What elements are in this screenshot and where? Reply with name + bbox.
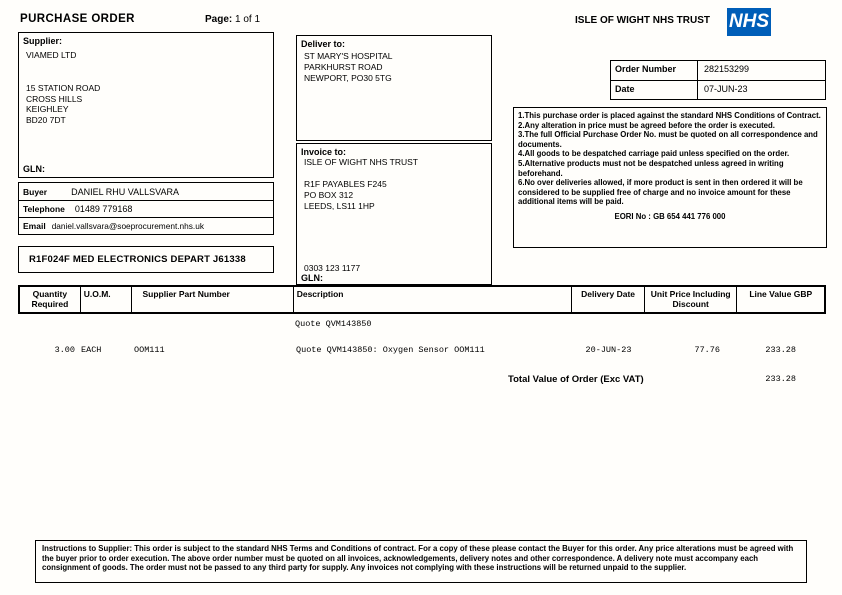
order-total-value: 233.28 <box>765 374 796 384</box>
item-quantity: 3.00 <box>54 345 75 355</box>
telephone-label: Telephone <box>23 204 65 214</box>
order-number-row <box>611 61 825 80</box>
order-total-label: Total Value of Order (Exc VAT) <box>508 374 644 385</box>
condition-item: 5.Alternative products must not be despatched unless agreed in writing beforehand. <box>518 158 784 178</box>
email-value: daniel.vallsvara@soeprocurement.nhs.uk <box>51 221 205 231</box>
telephone-row <box>19 200 273 217</box>
header-quantity: Quantity Required <box>31 289 69 309</box>
header-unit-price: Unit Price Including Discount <box>644 287 737 312</box>
order-date-row <box>611 80 825 99</box>
email-row <box>19 217 273 234</box>
supplier-name: VIAMED LTD <box>26 50 77 60</box>
item-uom: EACH <box>81 345 102 355</box>
department-code: R1F024F MED ELECTRONICS DEPART J61338 <box>29 254 246 265</box>
item-part-number: OOM111 <box>134 345 165 355</box>
buyer-row <box>19 183 273 200</box>
invoice-to-line: PO BOX 312 <box>304 190 354 200</box>
eori-number: EORI No : GB 654 441 776 000 <box>614 211 726 221</box>
deliver-to-address <box>304 51 393 84</box>
item-delivery-date: 20-JUN-23 <box>585 345 632 355</box>
header-delivery-date: Delivery Date <box>571 287 644 312</box>
invoice-phone: 0303 123 1177 <box>304 263 361 273</box>
condition-item: 6.No over deliveries allowed, if more product is sent in then ordered it will be considered to be supplied free of charge and no invoice amount for these additional items will be paid. <box>518 178 803 207</box>
quote-reference: Quote QVM143850 <box>295 319 372 329</box>
supplier-address-line: CROSS HILLS <box>26 93 83 104</box>
conditions-box <box>513 107 827 248</box>
condition-item: 4.All goods to be despatched carriage paid unless specified on the order. <box>518 149 790 159</box>
buyer-label: Buyer <box>23 186 48 197</box>
condition-item: 2.Any alteration in price must be agreed before the order is executed. <box>518 120 775 130</box>
invoice-to-label: Invoice to: <box>301 147 347 157</box>
deliver-to-line: PARKHURST ROAD <box>304 62 383 72</box>
deliver-to-box <box>296 35 492 141</box>
email-label: Email <box>23 221 46 231</box>
department-box <box>18 246 274 273</box>
header-description: Description <box>293 287 572 312</box>
invoice-to-line: LEEDS, LS11 1HP <box>304 201 375 211</box>
supplier-address-line: KEIGHLEY <box>26 104 69 114</box>
supplier-address-line: 15 STATION ROAD <box>26 83 101 93</box>
header-uom: U.O.M. <box>80 287 132 312</box>
page-count-label: Page: <box>205 14 233 25</box>
order-number-value: 282153299 <box>704 64 750 74</box>
deliver-to-line: NEWPORT, PO30 5TG <box>304 73 392 83</box>
invoice-gln-label: GLN: <box>301 273 323 283</box>
deliver-to-label: Deliver to: <box>301 39 346 49</box>
page-title: PURCHASE ORDER <box>20 13 135 25</box>
page-count <box>205 14 260 25</box>
supplier-address <box>26 83 100 125</box>
condition-item: 1.This purchase order is placed against the standard NHS Conditions of Contract. <box>518 111 821 120</box>
supplier-address-line: BD20 7DT <box>26 114 66 125</box>
supplier-instructions-text: Instructions to Supplier: This order is subject to the standard NHS Terms and Conditions of contract. For a copy of these please contact the Buyer for this order. Any price alterations must be agreed with the buyer prior to order execution. The above order number must be quoted on all invoices, acknowledgements, delivery notes and other correspondence. A delivery note must accompany each consignment of goods. The order must not be passed to any third party for supply. Any invoices not complying with these instructions will be returned unpaid to the supplier. <box>42 544 794 573</box>
supplier-instructions-box <box>35 540 807 583</box>
order-number-label: Order Number <box>611 61 698 80</box>
supplier-gln-label: GLN: <box>23 164 45 174</box>
condition-item: 3.The full Official Purchase Order No. must be quoted on all correspondence and documents. <box>518 130 818 149</box>
supplier-label: Supplier: <box>23 36 63 46</box>
invoice-to-box <box>296 143 492 285</box>
buyer-name: DANIEL RHU VALLSVARA <box>71 186 179 197</box>
trust-name: ISLE OF WIGHT NHS TRUST <box>575 15 710 26</box>
header-line-value: Line Value GBP <box>736 287 824 312</box>
item-row <box>18 345 826 355</box>
buyer-table <box>18 182 274 235</box>
page-count-value: 1 of 1 <box>235 14 261 25</box>
invoice-to-address <box>304 179 387 212</box>
item-line-value: 233.28 <box>765 345 796 355</box>
nhs-logo: NHS <box>727 8 771 36</box>
order-info-table <box>610 60 826 100</box>
header-part-number: Supplier Part Number <box>131 287 292 312</box>
invoice-to-name: ISLE OF WIGHT NHS TRUST <box>304 157 418 167</box>
order-date-label: Date <box>611 81 698 99</box>
item-description: Quote QVM143850: Oxygen Sensor OOM111 <box>296 345 485 355</box>
items-table-header <box>18 285 826 314</box>
item-unit-price: 77.76 <box>694 345 720 355</box>
telephone-value: 01489 779168 <box>74 204 133 214</box>
order-date-value: 07-JUN-23 <box>704 84 748 94</box>
supplier-box <box>18 32 274 178</box>
invoice-to-line: R1F PAYABLES F245 <box>304 179 387 189</box>
deliver-to-line: ST MARY'S HOSPITAL <box>304 51 393 61</box>
